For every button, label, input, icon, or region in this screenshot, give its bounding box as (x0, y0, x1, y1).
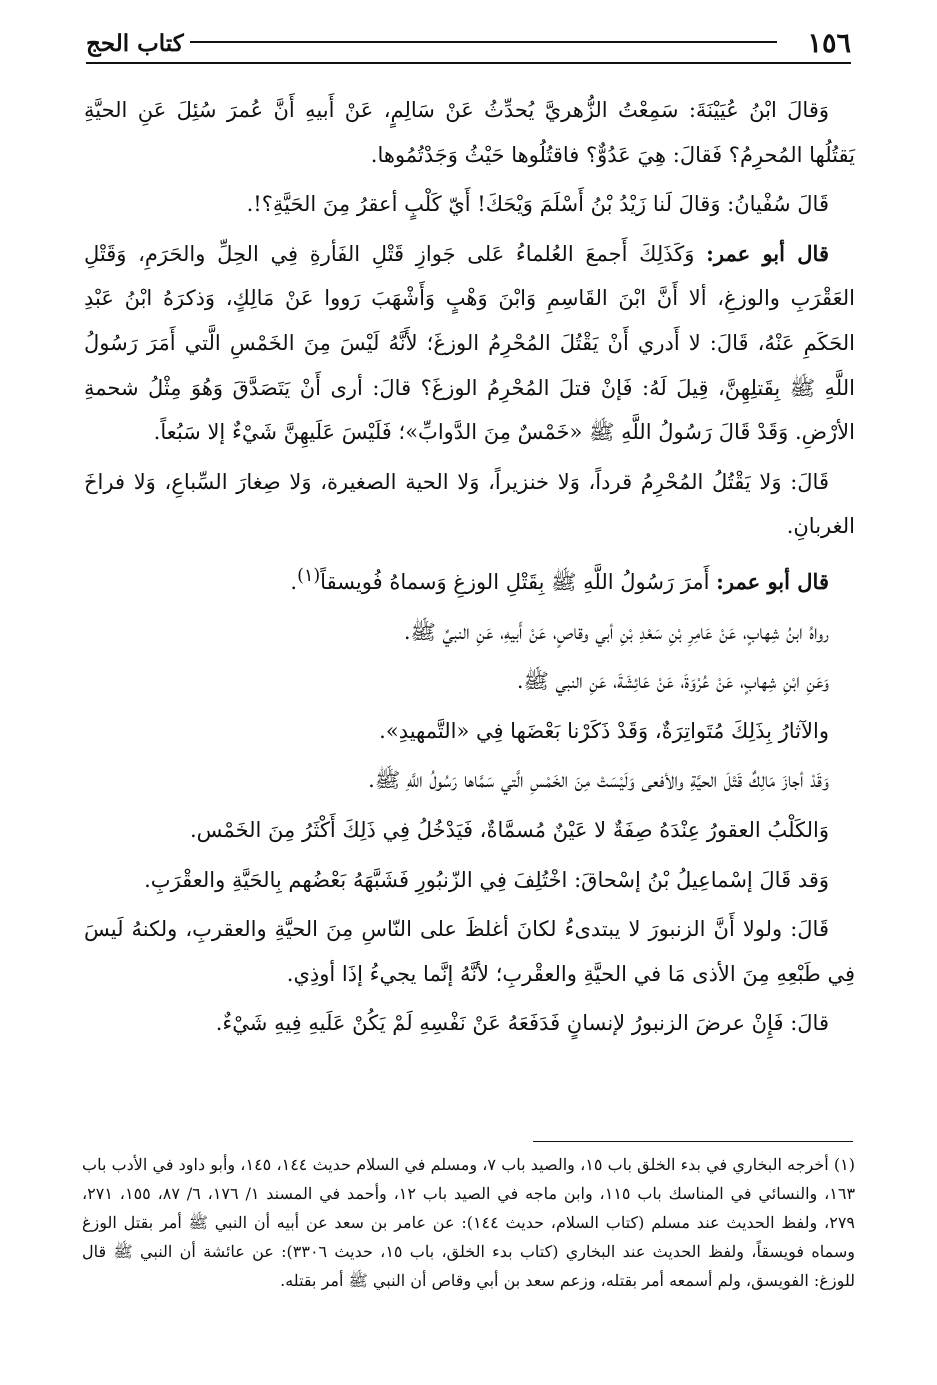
paragraph: وَالكَلْبُ العقورُ عِنْدَهُ صِفَةٌ لا عَيْنٌ مُسمَّاةٌ، فَيَدْخُلُ فِي ذَلِكَ أَكْثَرُ مِنَ الخَمْس. (189, 817, 829, 842)
page-number: ١٥٦ (807, 28, 851, 59)
paragraph-end: . (290, 569, 298, 594)
speaker-label: قال أبو عمر: (706, 240, 829, 266)
paragraph: وَقالَ ابْنُ عُيَيْنَةَ: سَمِعْتُ الزُّهريَّ يُحدِّثُ عَنْ سَالِمٍ، عَنْ أَبيهِ أَنَّ عُمرَ سُئِلَ عَنِ الحيَّةِ يَقتُلُها المُحرِمُ؟ فَقالَ: هِيَ عَدُوٌّ؟ فاقتُلُوها حَيْثُ وَجَدْتُمُوها. (84, 98, 855, 167)
paragraph: وَقَدْ أجازَ مَالِكٌ قَتْلَ الحيَّةِ والأفعى وَلَيْسَتْ مِنَ الخَمْسِ الَّتي سَمَّاها رَسُولُ اللَّهِ ﷺ. (368, 768, 829, 793)
paragraph: والآثارُ بِذَلِكَ مُتَواتِرَةٌ، وَقَدْ ذَكَرْنا بَعْضَها فِي «التَّمهيدِ». (379, 718, 829, 743)
paragraph: قَالَ سُفْيانُ: وَقالَ لَنا زَيْدُ بْنُ أَسْلَمَ وَيْحَكَ! أَيّ كَلْبٍ أعقرُ مِنَ الحَيَّةِ؟!. (246, 192, 829, 217)
header-rule (190, 41, 777, 43)
main-text (84, 88, 855, 1051)
paragraph: وَعَنِ ابْنِ شِهابٍ، عَنْ عُرْوَةَ، عَنْ عَائِشَةَ، عَنِ النبي ﷺ. (516, 669, 829, 694)
footnotes (82, 1150, 855, 1295)
footnote: (١) أخرجه البخاري في بدء الخلق باب ١٥، والصيد باب ٧، ومسلم في السلام حديث ١٤٤، ١٤٥، وأبو داود في الأدب باب ١٦٣، والنسائي في المناسك باب ١١٥، وابن ماجه في الصيد باب ١٢، وأحمد في المسند ١/ ١٧٦، ٦/ ٨٧، ١٥٥، ٢٧١، ٢٧٩، ولفظ الحديث عند مسلم (كتاب السلام، حديث ١٤٤): عن عامر بن سعد عن أبيه أن النبي ﷺ أمر بقتل الوزغ وسماه فويسقاً، ولفظ الحديث عند البخاري (كتاب بدء الخلق، باب ١٥، حديث ٣٣٠٦): عن عائشة أن النبي ﷺ قال للوزغ: الفويسق، ولم أسمعه أمر بقتله، وزعم سعد بن أبي وقاص أن النبي ﷺ أمر بقتله. (82, 1155, 856, 1290)
speaker-label: قال أبو عمر: (716, 568, 829, 594)
paragraph (84, 232, 855, 455)
paragraph-text: وَكَذَلِكَ أَجمعَ العُلماءُ عَلى جَوازِ قَتْلِ الفَأرةِ فِي الحِلِّ والحَرَمِ، وَقَتْلِ العَقْرَبِ والوزغِ، ألا أَنَّ ابْنَ القَاسِمِ وَابْنَ وَهْبٍ وَأَشْهَبَ رَووا عَنْ مَالِكٍ، وَذكرَهُ ابْنُ عَبْدِ الحَكَمِ عَنْهُ، قَالَ: لا أَدري أَنْ يَقْتُلَ المُحْرِمُ الوزغَ؛ لأَنَّهُ لَيْسَ مِنَ الخَمْسِ الَّتي أَمَرَ رَسُولُ اللَّهِ ﷺ بِقَتلِهِنَّ، قِيلَ لَهُ: فَإنْ قتلَ المُحْرِمُ الوزغَ؟ قالَ: أرى أَنْ يَتَصَدَّقَ وَهُوَ مِثْلُ شحمةِ الأرْضِ. وَقَدْ قَالَ رَسُولُ اللَّهِ ﷺ «خَمْسٌ مِنَ الدَّوابِّ»؛ فَلَيْسَ عَلَيهِنَّ شَيْءٌ إلا سَبُعاً. (84, 241, 855, 445)
paragraph (84, 554, 855, 605)
paragraph: قَالَ: وَلا يَقْتُلُ المُحْرِمُ قرداً، وَلا خنزيراً، وَلا الحية الصغيرة، وَلا صِغارَ السِّباعِ، وَلا فراخَ الغربانِ. (84, 469, 855, 539)
footnote-marker: (١) (297, 565, 321, 586)
paragraph: وَقد قَالَ إسْماعِيلُ بْنُ إسْحاقَ: اخْتُلِفَ فِي الزّنبُورِ فَشَبَّهَهُ بَعْضُهم بِالحَيَّةِ والعقْرَبِ. (144, 867, 829, 892)
footnote-divider (533, 1141, 853, 1142)
paragraph: قالَ: فَإِنْ عرضَ الزنبورُ لإنسانٍ فَدَفَعَهُ عَنْ نَفْسِهِ لَمْ يَكُنْ عَلَيهِ فِيهِ شَيْءٌ. (215, 1011, 829, 1036)
paragraph-text: أَمرَ رَسُولُ اللَّهِ ﷺ بِقَتْلِ الوزغِ وَسماهُ فُويسقاً (320, 569, 710, 594)
paragraph: رواهُ ابنُ شِهابٍ، عَنْ عَامِرِ بْنِ سَعْدِ بْنِ أبي وقاصٍ، عَنْ أَبيهِ، عَنِ النبيِّ ﷺ. (403, 619, 829, 644)
running-title: كتاب الحج (86, 30, 184, 57)
paragraph: قَالَ: ولولا أَنَّ الزنبورَ لا يبتدىءُ لكانَ أغلظَ على النّاسِ مِنَ الحيَّةِ والعقربِ، ولكنهُ لَيسَ فِي طَبْعِهِ مِنَ الأذى مَا في الحيَّةِ والعقْربِ؛ لأنَّهُ إنَّما يجيءُ إذَا أوذِي. (84, 917, 855, 986)
page-header (86, 28, 851, 64)
